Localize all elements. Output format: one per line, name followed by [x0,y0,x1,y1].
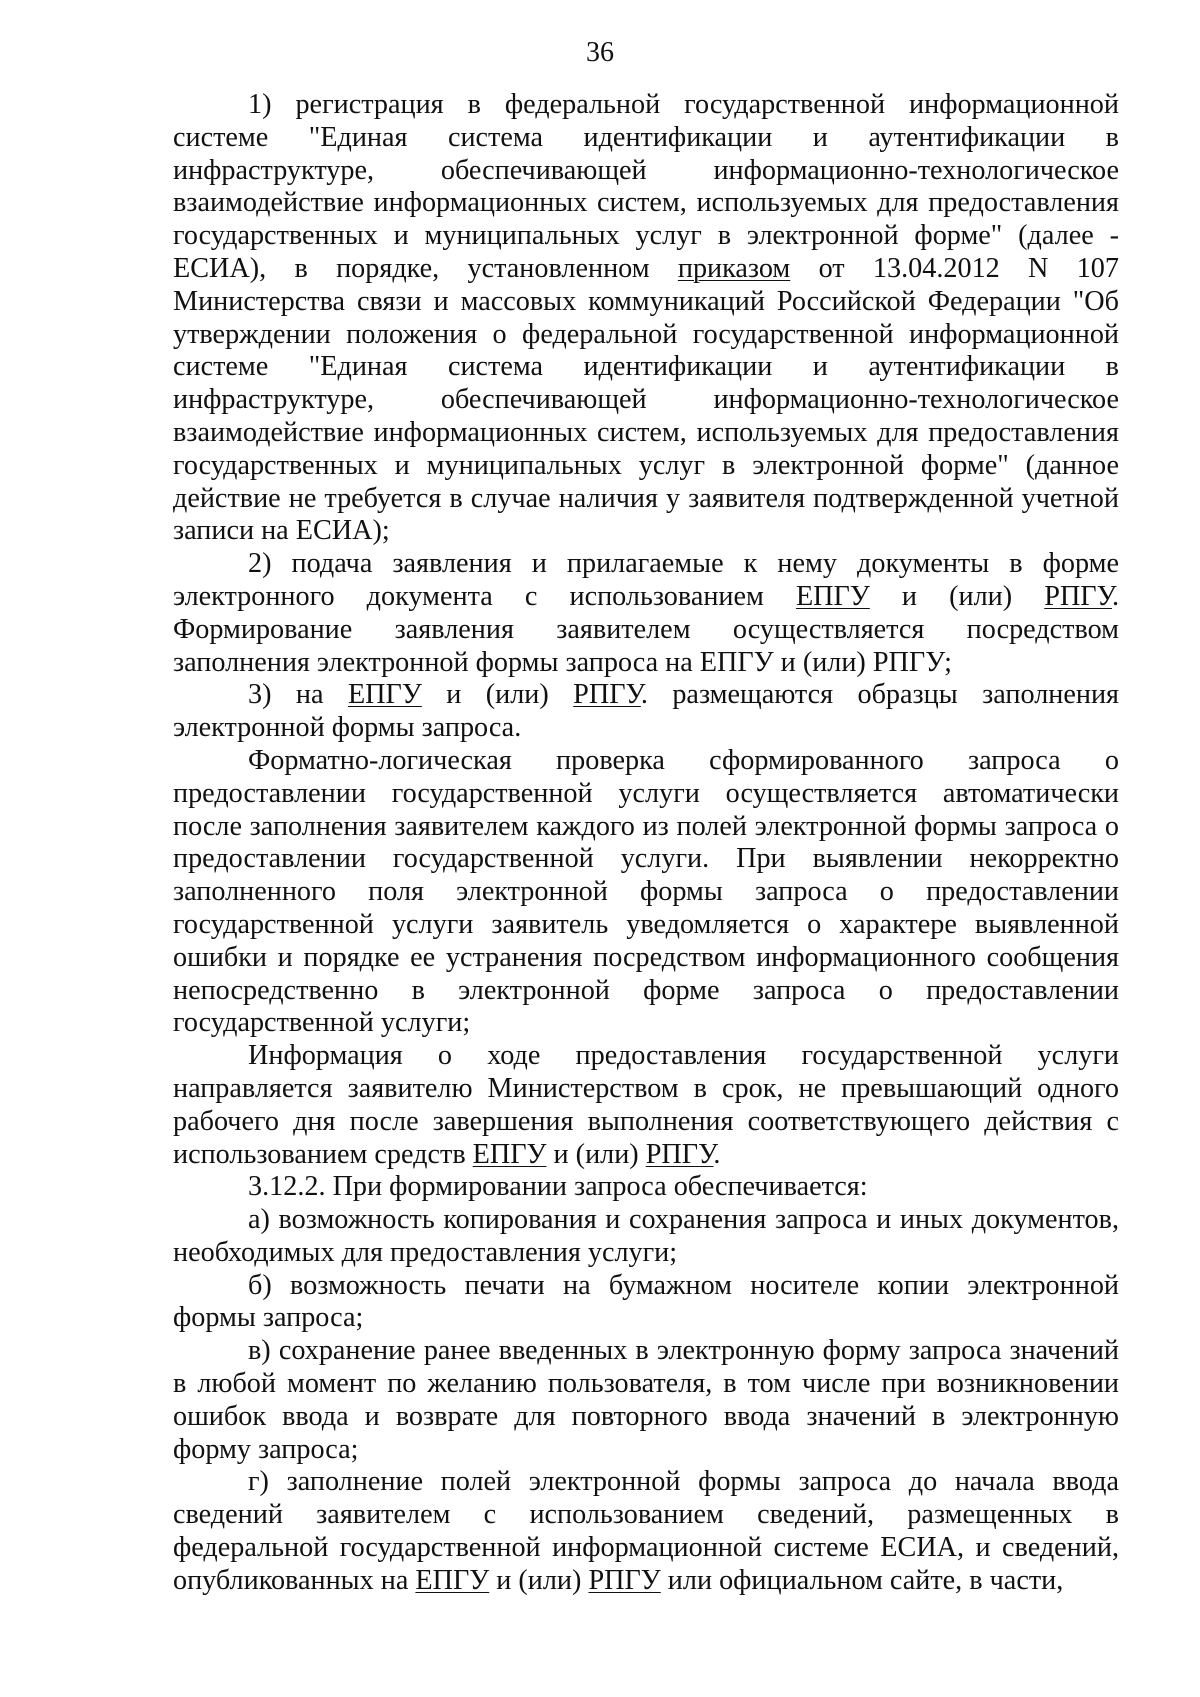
document-link[interactable]: ЕПГУ [415,1564,490,1596]
paragraph-text: 3) на [248,679,348,711]
paragraph [173,1335,1119,1466]
document-link[interactable]: РПГУ [588,1564,661,1596]
document-body [173,89,1119,1598]
paragraph-text: г) заполнение полей электронной формы запроса до начала ввода сведений заявителем с использованием сведений, размещенных в федеральной государственной информационной системе ЕСИА, и сведений, опубликованных на [173,1466,1119,1596]
paragraph-text: . Формирование заявления заявителем осуществляется посредством заполнения электронной формы запроса на ЕПГУ и (или) РПГУ; [173,580,1119,678]
document-link[interactable]: ЕПГУ [795,580,870,612]
document-link[interactable]: ЕПГУ [347,679,422,711]
document-link[interactable]: ЕПГУ [472,1138,547,1170]
paragraph-text: от 13.04.2012 N 107 Министерства связи и массовых коммуникаций Российской Федерации "Об утверждении положения о федеральной государственной информационной системе "Единая система идентификации и аутентификации в инфраструктуре, обеспечивающей информационно-технологическое взаимодействие информационных систем, используемых для предоставления государственных и муниципальных услуг в электронной форме" (данное действие не требуется в случае наличия у заявителя подтвержденной учетной записи на ЕСИА); [173,252,1119,547]
paragraph-text: 2) подача заявления и прилагаемые к нему документы в форме электронного документа с использованием [173,548,1119,612]
document-link[interactable]: РПГУ [645,1138,714,1170]
document-link[interactable]: РПГУ [1044,580,1112,612]
paragraph [173,548,1119,679]
paragraph-text: или официальном сайте, в части, [660,1564,1064,1596]
paragraph-text: . [713,1138,721,1170]
paragraph [173,1204,1119,1270]
paragraph-text: б) возможность печати на бумажном носителе копии электронной формы запроса; [173,1269,1119,1334]
document-link[interactable]: приказом [677,252,791,284]
paragraph-text: Форматно-логическая проверка сформированного запроса о предоставлении государственной услуги осуществляется автоматически после заполнения заявителем каждого из полей электронной формы запроса о предоставлении государственной услуги. При выявлении некорректно заполненного поля электронной формы запроса о предоставлении государственной услуги заявитель уведомляется о характере выявленной ошибки и порядке ее устранения посредством информационного сообщения непосредственно в электронной форме запроса о предоставлении государственной услуги; [173,744,1119,1039]
paragraph-text: а) возможность копирования и сохранения запроса и иных документов, необходимых для предоставления услуги; [173,1204,1119,1268]
paragraph-text: и (или) [869,580,1045,612]
paragraph-text: в) сохранение ранее введенных в электронную форму запроса значений в любой момент по желанию пользователя, в том числе при возникновении ошибок ввода и возврате для повторного ввода значений в электронную форму запроса; [173,1335,1119,1465]
paragraph [173,679,1119,745]
paragraph [173,1466,1119,1597]
paragraph-text: и (или) [489,1564,589,1596]
paragraph-text: . размещаются образцы заполнения электронной формы запроса. [173,679,1120,744]
page-number: 36 [586,37,614,68]
paragraph-text: 1) регистрация в федеральной государственной информационной системе "Единая система идентификации и аутентификации в инфраструктуре, обеспечивающей информационно-технологическое взаимодействие информационных систем, используемых для предоставления государственных и муниципальных услуг в электронной форме" (далее - ЕСИА), в порядке, установленном [173,89,1119,284]
paragraph [173,1040,1119,1171]
paragraph [173,1270,1119,1336]
paragraph [173,89,1119,548]
paragraph [173,1171,1119,1204]
paragraph-text: и (или) [546,1138,646,1170]
paragraph-text: и (или) [421,679,574,711]
paragraph-text: Информация о ходе предоставления государственной услуги направляется заявителю Министерством в срок, не превышающий одного рабочего дня после завершения выполнения соответствующего действия с использованием средств [173,1040,1119,1170]
paragraph [173,745,1119,1040]
paragraph-text: 3.12.2. При формировании запроса обеспечивается: [248,1171,868,1203]
document-link[interactable]: РПГУ [573,679,641,711]
